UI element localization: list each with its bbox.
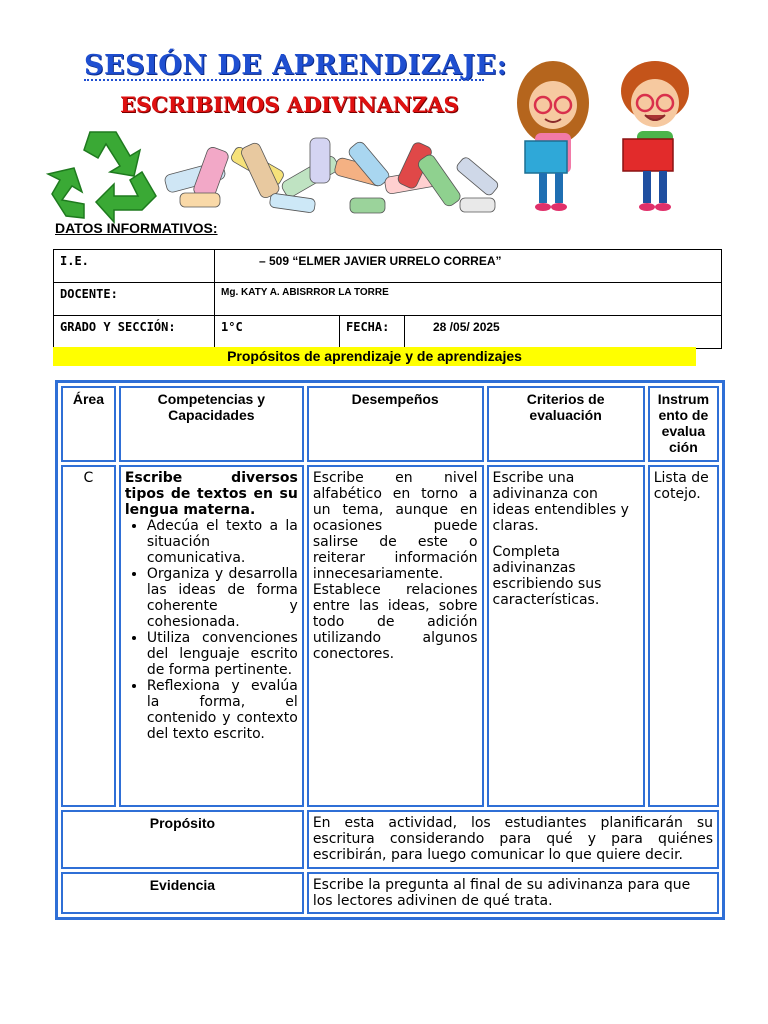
- propositos-banner: Propósitos de aprendizaje y de aprendizajes: [53, 347, 696, 366]
- datos-informativos-label: DATOS INFORMATIVOS:: [55, 220, 218, 236]
- ie-label: I.E.: [54, 250, 215, 283]
- title-underline: [84, 79, 484, 81]
- evidencia-text: Escribe la pregunta al final de su adivinanza para que los lectores adivinen de qué trata.: [307, 872, 719, 914]
- learning-session-table: [55, 380, 725, 920]
- desempeno-cell: Escribe en nivel alfabético en torno a un tema, aunque en ocasiones puede salirse de este o reiterar información innecesariamente. Establece relaciones entre las ideas, sobre todo de adición utilizando algunos conectores.: [307, 465, 484, 807]
- info-table: [53, 249, 722, 349]
- capacidades-list: [125, 518, 298, 742]
- header-competencias: Competencias y Capacidades: [119, 386, 304, 462]
- area-value: C: [61, 465, 116, 807]
- page-title: SESIÓN DE APRENDIZAJE:: [84, 50, 508, 81]
- table-row: [61, 465, 719, 807]
- table-row: [54, 283, 722, 316]
- docente-value: Mg. KATY A. ABISRROR LA TORRE: [215, 283, 722, 316]
- table-header-row: [61, 386, 719, 462]
- competencia-title: Escribe diversos tipos de textos en su lengua materna.: [124, 470, 298, 519]
- table-row: [54, 316, 722, 349]
- criterio-item: Completa adivinanzas escribiendo sus características.: [492, 544, 602, 609]
- proposito-text: En esta actividad, los estudiantes planificarán su escritura considerando para qué y para quiénes escribirán, para luego comunicar lo que quiere decir.: [307, 810, 719, 868]
- criterio-item: Escribe una adivinanza con ideas entendibles y claras.: [492, 470, 629, 535]
- page-subtitle: ESCRIBIMOS ADIVINANZAS: [120, 92, 459, 117]
- table-row: [61, 810, 719, 868]
- evidencia-label: Evidencia: [61, 872, 304, 914]
- list-item: • Reflexiona y evalúa la forma, el contenido y contexto del texto escrito.: [147, 678, 298, 742]
- docente-label: DOCENTE:: [54, 283, 215, 316]
- list-item: • Adecúa el texto a la situación comunicativa.: [147, 518, 298, 566]
- table-row: [54, 250, 722, 283]
- competencias-cell: [119, 465, 304, 807]
- fecha-label: FECHA:: [340, 316, 405, 349]
- header-area: Área: [61, 386, 116, 462]
- header-criterios: Criterios de evaluación: [487, 386, 645, 462]
- criterios-cell: [487, 465, 645, 807]
- header-instrumento: Instrum ento de evalua ción: [648, 386, 719, 462]
- ie-value: – 509 “ELMER JAVIER URRELO CORREA”: [215, 250, 722, 283]
- kids-reading-illustration: [505, 55, 705, 225]
- recycle-icon: [38, 124, 168, 224]
- table-row: [61, 872, 719, 914]
- plastic-bottles-illustration: [160, 128, 505, 223]
- list-item: • Utiliza convenciones del lenguaje escrito de forma pertinente.: [147, 630, 298, 678]
- grado-label: GRADO Y SECCIÓN:: [54, 316, 215, 349]
- header-desempenos: Desempeños: [307, 386, 484, 462]
- list-item: • Organiza y desarrolla las ideas de forma coherente y cohesionada.: [147, 566, 298, 630]
- instrumento-value: Lista de cotejo.: [648, 465, 719, 807]
- proposito-label: Propósito: [61, 810, 304, 868]
- grado-value: 1°C: [215, 316, 340, 349]
- fecha-value: 28 /05/ 2025: [405, 316, 722, 349]
